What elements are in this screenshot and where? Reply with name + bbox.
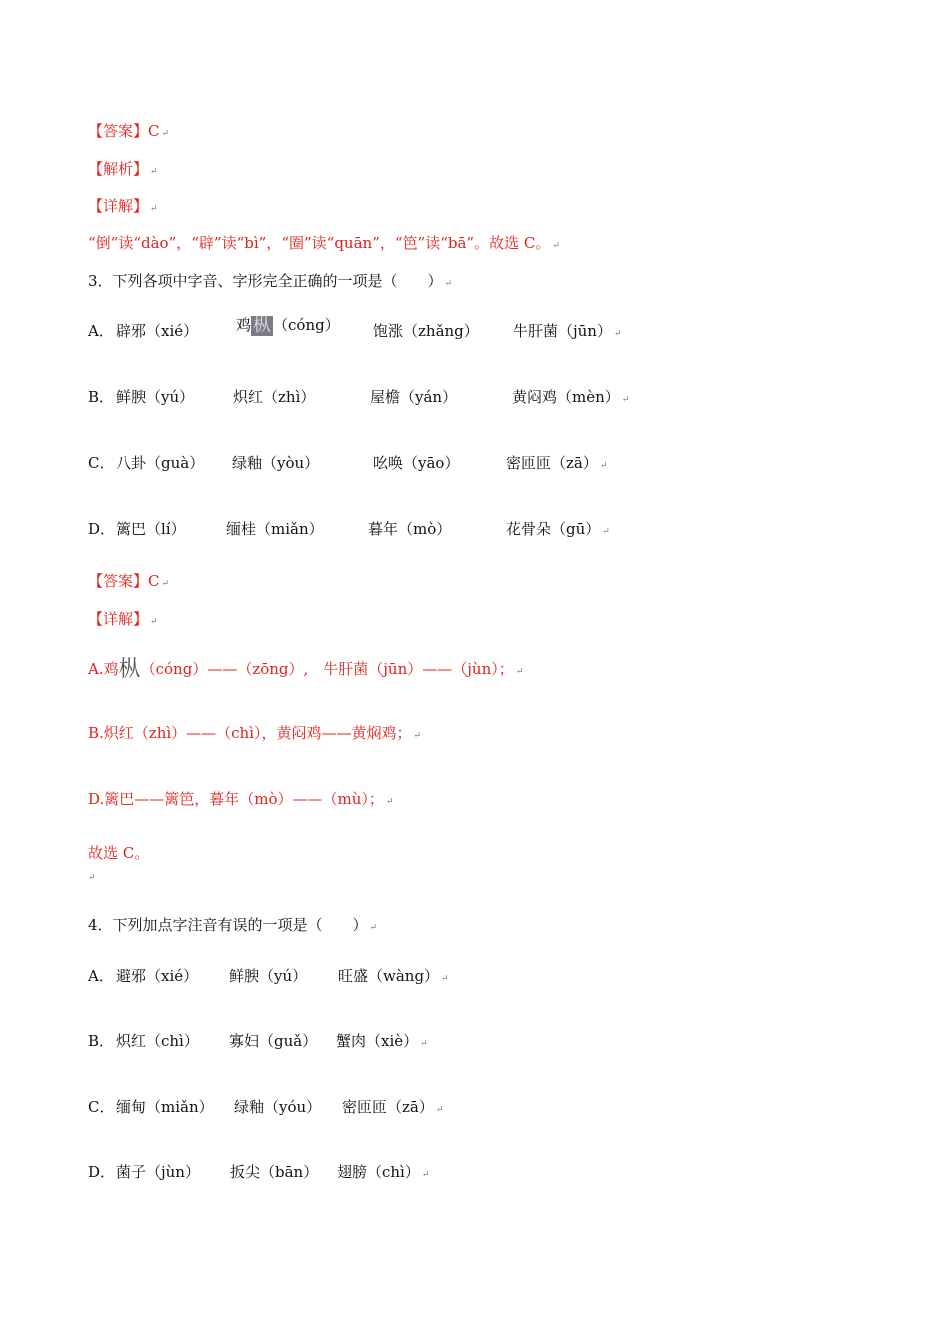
q2-answer: 【答案】C ↵ <box>88 122 170 140</box>
q3-option-a: A． 辟邪（xié） 鸡 枞 （cóng） 饱涨（zhǎng） 牛肝菌（jūn） ↵ <box>88 315 622 340</box>
q4-c-item2: 绿釉（yóu） <box>234 1098 322 1116</box>
q3-b-item2: 炽红（zhì） <box>233 388 316 406</box>
q4-c-item1: 缅甸（miǎn） <box>116 1098 214 1116</box>
q3-question: 3．下列各项中字音、字形完全正确的一项是（ ） ↵ <box>88 272 453 290</box>
q4-d-item3: 翅膀（chì） ↵ <box>337 1163 430 1181</box>
q4-option-a: A． 避邪（xié） 鲜腴（yú） 旺盛（wàng） ↵ <box>88 967 449 985</box>
q3-b-item4: 黄闷鸡（mèn） ↵ <box>512 388 630 406</box>
glyph-image: 枞 <box>253 315 272 336</box>
q3-c-item4: 密匝匝（zā） ↵ <box>506 454 608 472</box>
q3-a-item4: 牛肝菌（jūn） ↵ <box>513 322 622 340</box>
q4-b-item1: 炽红（chì） <box>116 1032 199 1050</box>
q4-b-item3: 蟹肉（xiè） ↵ <box>336 1032 428 1050</box>
q4-a-item2: 鲜腴（yú） <box>229 967 308 985</box>
q3-c-item3: 吆唤（yāo） <box>373 454 460 472</box>
q4-d-item1: 菌子（jùn） <box>116 1163 200 1181</box>
q3-d-item4: 花骨朵（gū） ↵ <box>506 520 610 538</box>
q4-c-item3: 密匝匝（zā） ↵ <box>342 1098 444 1116</box>
q3-a-item1: 辟邪（xié） <box>116 322 199 340</box>
q3-b-item3: 屋檐（yán） <box>370 388 458 406</box>
q3-d-item2: 缅桂（miǎn） <box>226 520 324 538</box>
q4-option-b: B． 炽红（chì） 寡妇（guǎ） 蟹肉（xiè） ↵ <box>88 1032 428 1050</box>
q3-c-item1: 八卦（guà） <box>116 454 205 472</box>
q3-option-d: D． 篱巴（lí） 缅桂（miǎn） 暮年（mò） 花骨朵（gū） ↵ <box>88 520 610 538</box>
q3-c-item2: 绿釉（yòu） <box>232 454 320 472</box>
q4-option-d: D． 菌子（jùn） 扳尖（bān） 翅膀（chì） ↵ <box>88 1163 430 1181</box>
q2-detail: 【详解】 ↵ <box>88 197 158 215</box>
q3-conclusion: 故选 C。 <box>88 844 150 862</box>
q3-option-b: B． 鲜腴（yú） 炽红（zhì） 屋檐（yán） 黄闷鸡（mèn） ↵ <box>88 388 630 406</box>
q3-d-item3: 暮年（mò） <box>368 520 452 538</box>
paragraph-mark: ↵ <box>88 873 96 883</box>
q4-a-item3: 旺盛（wàng） ↵ <box>338 967 449 985</box>
q3-option-c: C． 八卦（guà） 绿釉（yòu） 吆唤（yāo） 密匝匝（zā） ↵ <box>88 454 608 472</box>
glyph-image: 枞 <box>118 657 141 682</box>
q2-analysis: 【解析】 ↵ <box>88 160 158 178</box>
q3-b-item1: 鲜腴（yú） <box>116 388 195 406</box>
q4-d-item2: 扳尖（bān） <box>230 1163 319 1181</box>
q3-correction-b: B.炽红（zhì）——（chì），黄闷鸡——黄焖鸡； ↵ <box>88 724 422 742</box>
q3-detail: 【详解】 ↵ <box>88 610 158 628</box>
q3-correction-a: A.鸡枞（cóng）——（zōng）, 牛肝菌（jūn）——（jùn）； ↵ <box>88 652 523 683</box>
q3-a-item2: 鸡 枞 （cóng） <box>236 315 340 336</box>
q4-question: 4．下列加点字注音有误的一项是（ ） ↵ <box>88 916 378 934</box>
q3-answer: 【答案】C ↵ <box>88 572 170 590</box>
q2-explanation: “倒”读“dào”，“辟”读“bì”，“圈”读“quān”，“笆”读“bā”。故选 C。 ↵ <box>88 234 560 252</box>
q3-a-item3: 饱涨（zhǎng） <box>373 322 479 340</box>
q4-a-item1: 避邪（xié） <box>116 967 199 985</box>
q3-correction-d: D.篱巴——篱笆，暮年（mò）——（mù）； ↵ <box>88 790 394 808</box>
q4-option-c: C． 缅甸（miǎn） 绿釉（yóu） 密匝匝（zā） ↵ <box>88 1098 444 1116</box>
q4-b-item2: 寡妇（guǎ） <box>229 1032 318 1050</box>
q3-d-item1: 篱巴（lí） <box>116 520 186 538</box>
